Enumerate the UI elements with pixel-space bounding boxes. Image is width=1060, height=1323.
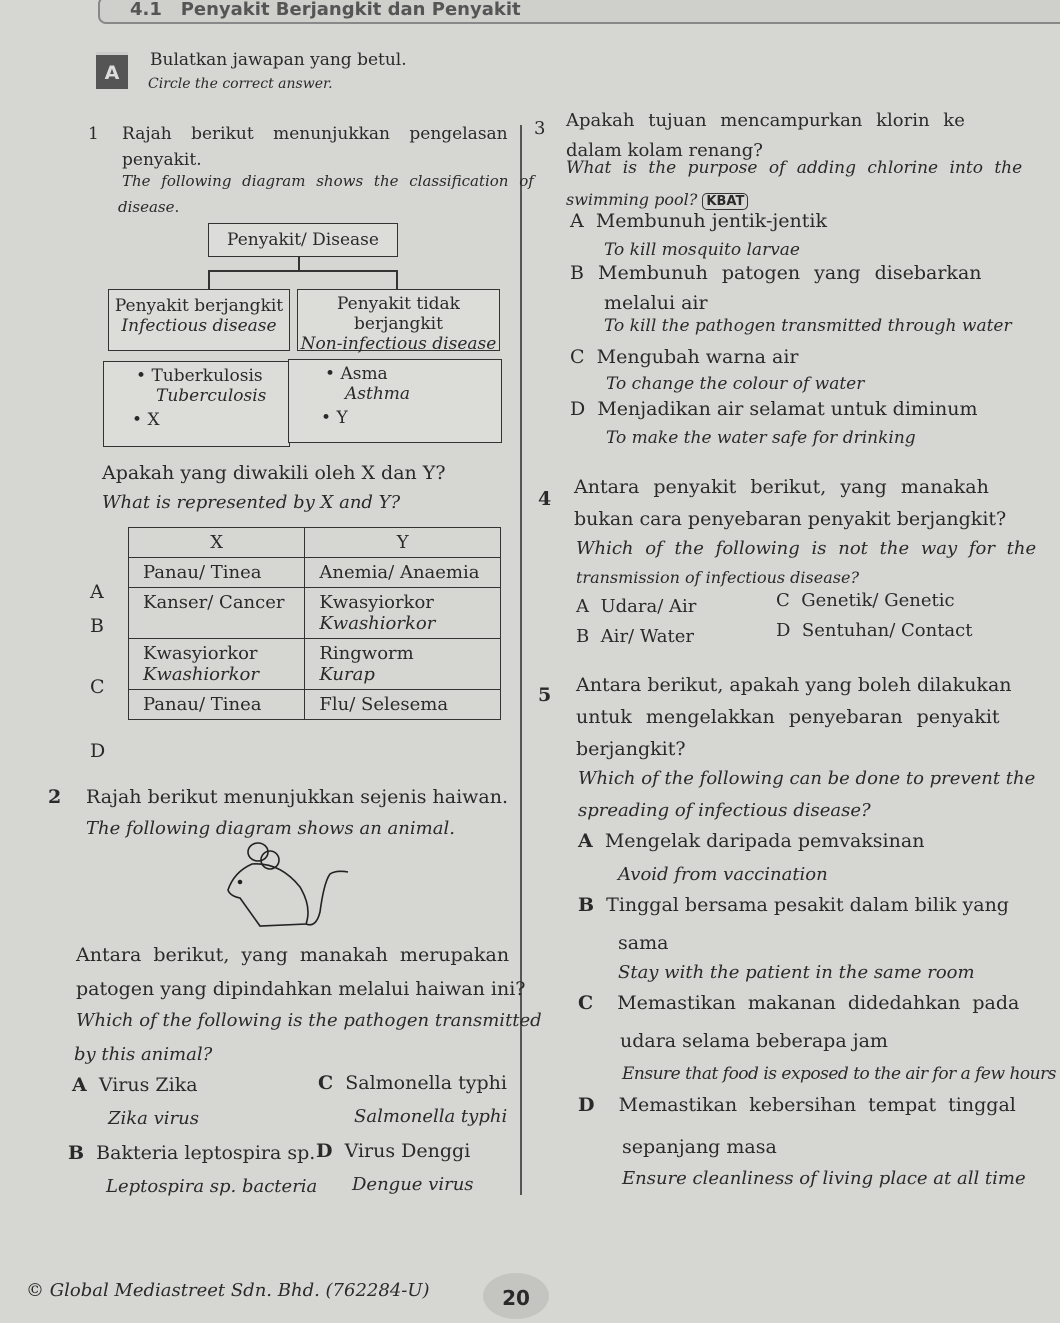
- q1-option-d-label[interactable]: D: [90, 740, 106, 762]
- q4-option-a[interactable]: A Udara/ Air: [576, 596, 697, 617]
- q2-question-ms-2: patogen yang dipindahkan melalui haiwan ini?: [76, 978, 526, 1000]
- non-infectious-box: Penyakit tidak berjangkit Non-infectious disease: [297, 289, 500, 351]
- cell-y: Flu/ Selesema: [305, 690, 501, 720]
- cell-x: Kanser/ Cancer: [129, 588, 305, 639]
- q5-option-c-ms2: udara selama beberapa jam: [620, 1030, 888, 1052]
- q5-option-d[interactable]: D Memastikan kebersihan tempat tinggal: [578, 1094, 1016, 1116]
- q2-option-a-en: Zika virus: [108, 1108, 199, 1129]
- cell-y: Anemia/ Anaemia: [305, 558, 501, 588]
- q4-option-d[interactable]: D Sentuhan/ Contact: [776, 620, 973, 641]
- q5-stem-ms: Antara berikut, apakah yang boleh dilakukan: [576, 674, 1012, 696]
- q3-option-c-en: To change the colour of water: [606, 374, 865, 394]
- table-row[interactable]: [129, 588, 501, 639]
- q5-option-c[interactable]: C Memastikan makanan didedahkan pada: [578, 992, 1020, 1014]
- infectious-examples: • Tuberkulosis Tuberculosis • X: [103, 361, 290, 447]
- column-divider: [520, 125, 522, 1195]
- q1-question-en: What is represented by X and Y?: [102, 492, 401, 513]
- table-row[interactable]: [129, 690, 501, 720]
- q1-stem-en: The following diagram shows the classification of: [122, 172, 534, 190]
- q5-option-b-en: Stay with the patient in the same room: [618, 962, 975, 983]
- chapter-title: Penyakit Berjangkit dan Penyakit: [180, 0, 521, 20]
- q5-stem-ms-3: berjangkit?: [576, 738, 686, 760]
- infectious-box: Penyakit berjangkit Infectious disease: [108, 289, 290, 351]
- connector-line: [396, 270, 398, 290]
- table-row[interactable]: [129, 639, 501, 690]
- q1-option-a-label[interactable]: A: [90, 581, 104, 603]
- connector-line: [208, 270, 210, 290]
- q3-option-b-en: To kill the pathogen transmitted through water: [604, 316, 1012, 336]
- q3-number: 3: [534, 118, 546, 139]
- q5-option-b-ms2: sama: [618, 932, 669, 954]
- header-x: X: [129, 528, 305, 558]
- q4-stem-en: Which of the following is not the way for the: [576, 538, 1037, 559]
- q3-option-b[interactable]: B Membunuh patogen yang disebarkan: [570, 262, 982, 284]
- q2-question-en: Which of the following is the pathogen transmitted: [76, 1010, 542, 1031]
- cell-y: Ringworm Kurap: [305, 639, 501, 690]
- q4-stem-en-2: transmission of infectious disease?: [576, 568, 860, 587]
- q5-option-a[interactable]: A Mengelak daripada pemvaksinan: [578, 830, 925, 852]
- q5-number: 5: [538, 684, 552, 706]
- q3-option-c[interactable]: C Mengubah warna air: [570, 346, 799, 368]
- q5-option-d-ms2: sepanjang masa: [622, 1136, 777, 1158]
- q3-stem-en-2: swimming pool?: [566, 190, 698, 209]
- q2-question-ms: Antara berikut, yang manakah merupakan: [76, 944, 510, 966]
- q2-option-a[interactable]: A Virus Zika: [72, 1074, 198, 1096]
- diagram-root: Penyakit/ Disease: [208, 223, 398, 257]
- q1-stem-en-2: disease.: [118, 198, 180, 216]
- q1-stem-ms: Rajah berikut menunjukkan pengelasan: [122, 124, 508, 144]
- instruction-en: Circle the correct answer.: [148, 76, 333, 92]
- page-number: 20: [483, 1273, 549, 1319]
- q2-stem-en: The following diagram shows an animal.: [86, 818, 455, 839]
- q5-stem-ms-2: untuk mengelakkan penyebaran penyakit: [576, 706, 1000, 728]
- q1-option-b-label[interactable]: B: [90, 615, 104, 637]
- q1-question-ms: Apakah yang diwakili oleh X dan Y?: [102, 462, 446, 484]
- q1-option-c-label[interactable]: C: [90, 676, 105, 698]
- q3-option-d-en: To make the water safe for drinking: [606, 428, 916, 448]
- section-badge: A: [96, 52, 128, 89]
- q2-question-en-2: by this animal?: [74, 1044, 213, 1065]
- cell-x: Panau/ Tinea: [129, 690, 305, 720]
- q3-stem-ms: Apakah tujuan mencampurkan klorin ke: [566, 110, 965, 131]
- cell-x: Panau/ Tinea: [129, 558, 305, 588]
- connector-line: [208, 270, 398, 272]
- q1-answer-table: [128, 527, 501, 720]
- q1-stem-ms-2: penyakit.: [122, 150, 202, 170]
- q4-number: 4: [538, 488, 552, 510]
- q3-option-d[interactable]: D Menjadikan air selamat untuk diminum: [570, 398, 978, 420]
- q2-option-b-en: Leptospira sp. bacteria: [106, 1176, 318, 1197]
- q5-stem-en-2: spreading of infectious disease?: [578, 800, 871, 821]
- q4-stem-ms: Antara penyakit berikut, yang manakah: [574, 476, 989, 498]
- q5-option-a-en: Avoid from vaccination: [618, 864, 828, 885]
- chapter-number: 4.1: [130, 0, 162, 20]
- q2-option-b[interactable]: B Bakteria leptospira sp.: [68, 1142, 316, 1164]
- instruction-ms: Bulatkan jawapan yang betul.: [150, 50, 407, 70]
- q2-option-c[interactable]: C Salmonella typhi: [318, 1072, 507, 1094]
- q5-option-d-en: Ensure cleanliness of living place at all time: [622, 1168, 1026, 1189]
- q4-stem-ms-2: bukan cara penyebaran penyakit berjangkit?: [574, 508, 1007, 530]
- q5-option-c-en: Ensure that food is exposed to the air for a few hours: [622, 1064, 1056, 1084]
- mouse-illustration: [220, 842, 360, 932]
- q3-stem-en: What is the purpose of adding chlorine into the: [566, 158, 1023, 178]
- kbat-tag: KBAT: [702, 193, 748, 210]
- q4-option-b[interactable]: B Air/ Water: [576, 626, 694, 647]
- table-row[interactable]: [129, 558, 501, 588]
- cell-y: Kwasyiorkor Kwashiorkor: [305, 588, 501, 639]
- connector-line: [298, 256, 300, 270]
- q4-option-c[interactable]: C Genetik/ Genetic: [776, 590, 955, 611]
- non-infectious-examples: • Asma Asthma • Y: [288, 359, 502, 443]
- header-y: Y: [305, 528, 501, 558]
- q2-number: 2: [48, 786, 62, 808]
- cell-x: Kwasyiorkor Kwashiorkor: [129, 639, 305, 690]
- q3-stem-ms-2: dalam kolam renang?: [566, 140, 763, 161]
- chapter-header: [98, 0, 1060, 24]
- q2-option-d[interactable]: D Virus Denggi: [316, 1140, 471, 1162]
- q1-number: 1: [88, 124, 99, 144]
- q2-option-d-en: Dengue virus: [352, 1174, 474, 1195]
- q2-stem-ms: Rajah berikut menunjukkan sejenis haiwan.: [86, 786, 509, 808]
- q5-stem-en: Which of the following can be done to prevent the: [578, 768, 1036, 789]
- q5-option-b[interactable]: B Tinggal bersama pesakit dalam bilik yang: [578, 894, 1009, 916]
- q3-option-a[interactable]: A Membunuh jentik-jentik: [570, 210, 827, 232]
- q2-option-c-en: Salmonella typhi: [354, 1106, 508, 1127]
- q3-option-a-en: To kill mosquito larvae: [604, 240, 800, 260]
- q3-option-b-ms2: melalui air: [604, 292, 708, 314]
- copyright: © Global Mediastreet Sdn. Bhd. (762284-U): [26, 1280, 430, 1301]
